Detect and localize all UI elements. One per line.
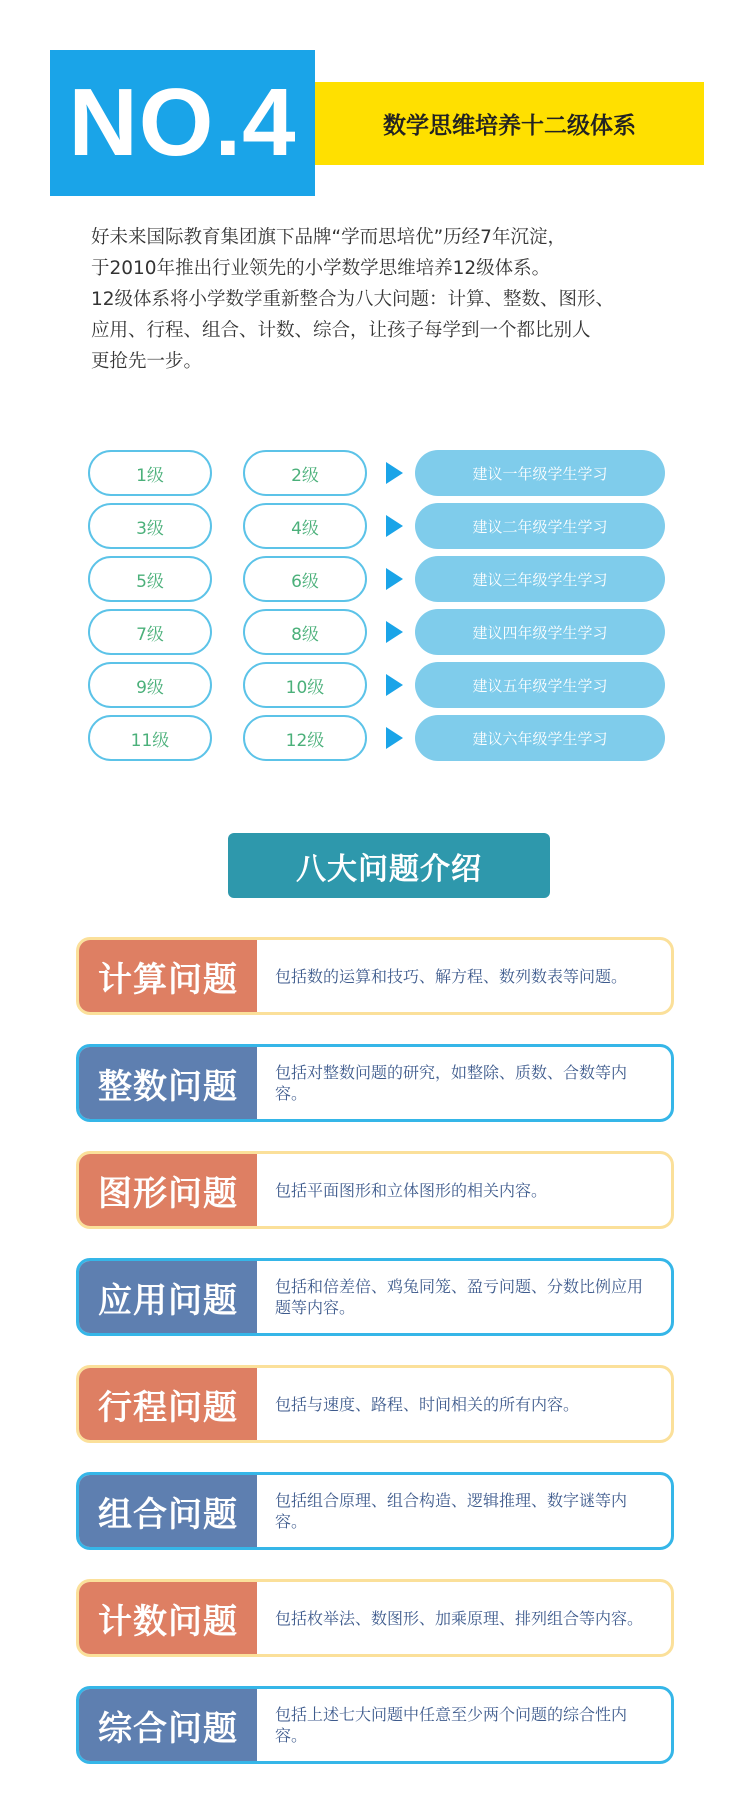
problem-card-travel xyxy=(76,1365,674,1443)
section-title: 数学思维培养十二级体系 xyxy=(383,113,636,139)
level-pill: 5级 xyxy=(88,556,212,602)
problem-card-combination xyxy=(76,1472,674,1550)
problem-tag: 计数问题 xyxy=(79,1582,257,1654)
play-arrow-icon xyxy=(386,462,403,484)
level-row xyxy=(88,450,688,496)
problem-tag: 行程问题 xyxy=(79,1368,257,1440)
grade-suggestion: 建议二年级学生学习 xyxy=(415,503,665,549)
level-pill: 9级 xyxy=(88,662,212,708)
problem-card-integer xyxy=(76,1044,674,1122)
play-arrow-icon xyxy=(386,674,403,696)
intro-line: 更抢先一步。 xyxy=(91,351,203,372)
level-pill: 11级 xyxy=(88,715,212,761)
problem-description: 包括组合原理、组合构造、逻辑推理、数字谜等内容。 xyxy=(275,1491,628,1531)
intro-line: 12级体系将小学数学重新整合为八大问题：计算、整数、图形、 xyxy=(91,289,615,310)
level-pill: 3级 xyxy=(88,503,212,549)
grade-suggestion: 建议六年级学生学习 xyxy=(415,715,665,761)
problem-tag: 整数问题 xyxy=(79,1047,257,1119)
play-arrow-icon xyxy=(386,727,403,749)
problem-description: 包括上述七大问题中任意至少两个问题的综合性内容。 xyxy=(275,1705,628,1745)
intro-line: 应用、行程、组合、计数、综合，让孩子每学到一个都比别人 xyxy=(91,320,591,341)
level-pill: 6级 xyxy=(243,556,367,602)
level-row xyxy=(88,556,688,602)
level-pill: 7级 xyxy=(88,609,212,655)
level-pill: 4级 xyxy=(243,503,367,549)
problem-card-calculation xyxy=(76,937,674,1015)
level-row xyxy=(88,609,688,655)
problem-description: 包括枚举法、数图形、加乘原理、排列组合等内容。 xyxy=(275,1608,644,1628)
level-pill: 2级 xyxy=(243,450,367,496)
grade-suggestion: 建议一年级学生学习 xyxy=(415,450,665,496)
section-title-bar xyxy=(315,82,704,165)
problem-description: 包括平面图形和立体图形的相关内容。 xyxy=(275,1180,548,1200)
problem-description: 包括与速度、路程、时间相关的所有内容。 xyxy=(275,1394,580,1414)
grade-suggestion: 建议三年级学生学习 xyxy=(415,556,665,602)
play-arrow-icon xyxy=(386,515,403,537)
problem-tag: 组合问题 xyxy=(79,1475,257,1547)
intro-paragraph xyxy=(91,222,691,377)
section-number-text: NO.4 xyxy=(68,69,297,176)
level-pill: 1级 xyxy=(88,450,212,496)
problem-description: 包括对整数问题的研究，如整除、质数、合数等内容。 xyxy=(275,1063,628,1103)
problem-card-comprehensive xyxy=(76,1686,674,1764)
problem-card-counting xyxy=(76,1579,674,1657)
play-arrow-icon xyxy=(386,621,403,643)
play-arrow-icon xyxy=(386,568,403,590)
grade-suggestion: 建议五年级学生学习 xyxy=(415,662,665,708)
level-row xyxy=(88,662,688,708)
level-pill: 12级 xyxy=(243,715,367,761)
problem-tag: 图形问题 xyxy=(79,1154,257,1226)
level-pill: 8级 xyxy=(243,609,367,655)
grade-suggestion: 建议四年级学生学习 xyxy=(415,609,665,655)
problem-card-geometry xyxy=(76,1151,674,1229)
problem-tag: 应用问题 xyxy=(79,1261,257,1333)
problem-card-application xyxy=(76,1258,674,1336)
intro-line: 好未来国际教育集团旗下品牌“学而思培优”历经7年沉淀， xyxy=(91,227,566,248)
level-pill: 10级 xyxy=(243,662,367,708)
problem-description: 包括数的运算和技巧、解方程、数列数表等问题。 xyxy=(275,966,628,986)
problem-tag: 综合问题 xyxy=(79,1689,257,1761)
level-row xyxy=(88,503,688,549)
section-number-badge xyxy=(50,50,315,196)
intro-line: 于2010年推出行业领先的小学数学思维培养12级体系。 xyxy=(91,258,551,279)
eight-problems-heading: 八大问题介绍 xyxy=(228,833,550,898)
header xyxy=(0,0,750,200)
problem-description: 包括和倍差倍、鸡兔同笼、盈亏问题、分数比例应用题等内容。 xyxy=(275,1277,644,1317)
problem-tag: 计算问题 xyxy=(79,940,257,1012)
level-row xyxy=(88,715,688,761)
